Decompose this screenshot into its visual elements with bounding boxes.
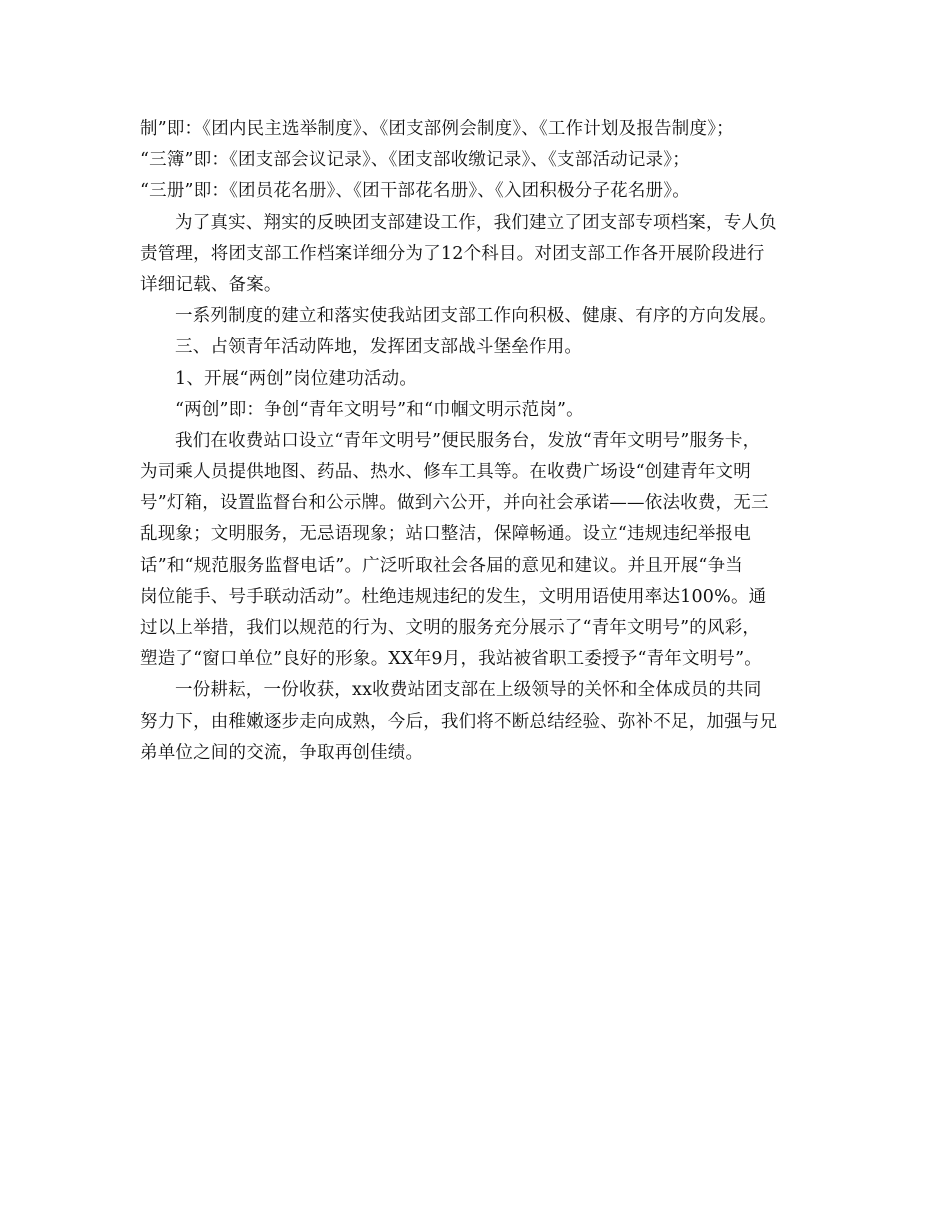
subsection-heading: 1、开展“两创”岗位建功活动。: [175, 368, 418, 389]
text-line: 详细记载、备案。: [140, 274, 282, 295]
text-line: 为了真实、翔实的反映团支部建设工作，我们建立了团支部专项档案，专人负: [175, 212, 777, 233]
text-line: 一系列制度的建立和落实使我站团支部工作向积极、健康、有序的方向发展。: [175, 306, 777, 327]
text-line: 乱现象；文明服务，无忌语现象；站口整洁，保障畅通。设立“违规违纪举报电: [140, 524, 751, 545]
text-line: 塑造了“窗口单位”良好的形象。XX年9月，我站被省职工委授予“青年文明号”。: [140, 649, 762, 670]
text-line: “三簿”即：《团支部会议记录》、《团支部收缴记录》、《支部活动记录》；: [140, 150, 690, 171]
text-line: 话”和“规范服务监督电话”。广泛听取社会各届的意见和建议。并且开展“争当: [140, 555, 743, 576]
text-line: 一份耕耘，一份收获，xx收费站团支部在上级领导的关怀和全体成员的共同: [175, 680, 762, 701]
text-line: “两创”即：争创“青年文明号”和“巾帼文明示范岗”。: [175, 399, 584, 420]
text-line: 制”即：《团内民主选举制度》、《团支部例会制度》、《工作计划及报告制度》；: [140, 119, 734, 139]
text-line: 弟单位之间的交流，争取再创佳绩。: [140, 742, 424, 763]
text-line: 号”灯箱，设置监督台和公示牌。做到六公开，并向社会承诺——依法收费，无三: [140, 493, 769, 514]
text-line: 为司乘人员提供地图、药品、热水、修车工具等。在收费广场设“创建青年文明: [140, 462, 751, 483]
text-line: 努力下，由稚嫩逐步走向成熟，今后，我们将不断总结经验、弥补不足，加强与兄: [140, 711, 778, 732]
text-line: 岗位能手、号手联动活动”。杜绝违规违纪的发生，文明用语使用率达100%。通: [140, 586, 767, 607]
text-line: 我们在收费站口设立“青年文明号”便民服务台，发放“青年文明号”服务卡，: [175, 430, 761, 451]
document-body: [140, 114, 830, 769]
text-line: 过以上举措，我们以规范的行为、文明的服务充分展示了“青年文明号”的风彩，: [140, 618, 761, 638]
text-line: “三册”即：《团员花名册》、《团干部花名册》、《入团积极分子花名册》。: [140, 181, 690, 202]
text-line: 责管理，将团支部工作档案详细分为了12个科目。对团支部工作各开展阶段进行: [140, 243, 765, 264]
section-heading: 三、占领青年活动阵地，发挥团支部战斗堡垒作用。: [175, 337, 583, 358]
